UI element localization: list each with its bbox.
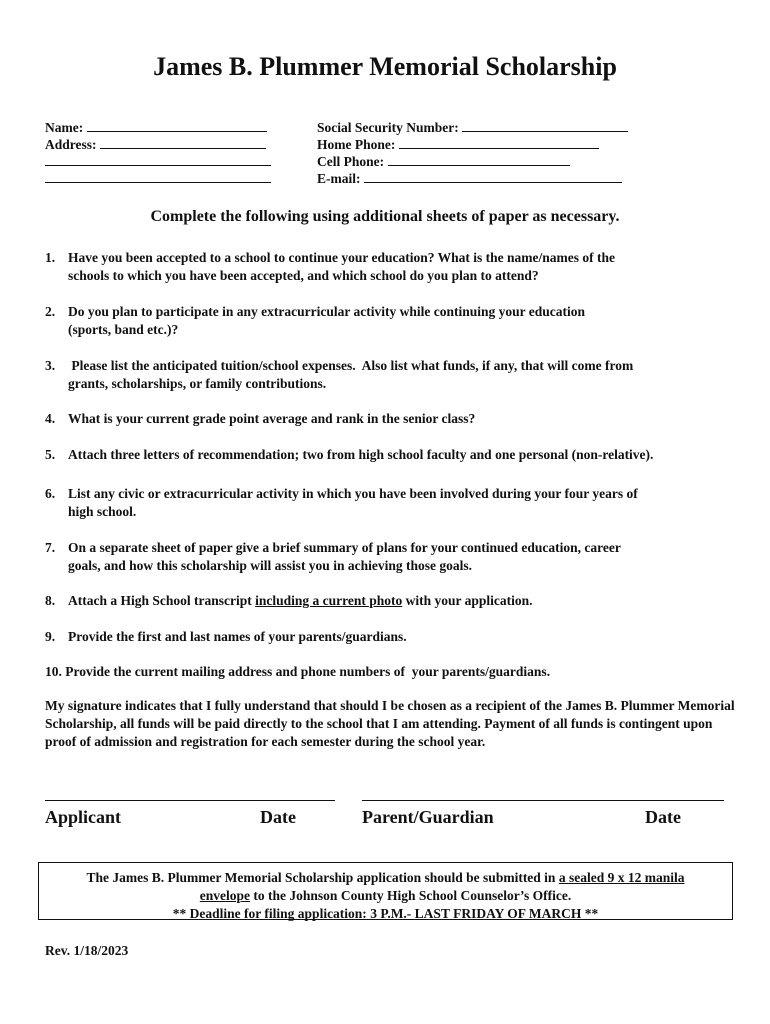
list-item	[45, 446, 735, 464]
name-line[interactable]	[87, 119, 267, 132]
item-number: 10.	[45, 664, 62, 679]
date-label: Date	[260, 807, 296, 827]
address-line-2[interactable]	[45, 153, 271, 166]
item-number: 5.	[45, 447, 56, 462]
address-line-3[interactable]	[45, 170, 271, 183]
item-text: Do you plan to participate in any extracurricular activity while continuing your education	[68, 304, 586, 319]
signature-statement: My signature indicates that I fully understand that should I be chosen as a recipient of the James B. Plummer Memorial Scholarship, all funds will be paid directly to the school that I am attending. Payment of all funds is contingent upon proof of admission and registration for each semester during the school year.	[45, 698, 735, 749]
revision-date: Rev. 1/18/2023	[45, 943, 129, 958]
notice-underlined: envelope	[199, 888, 251, 903]
deadline-text: **	[581, 906, 599, 921]
list-item	[45, 592, 735, 610]
item-text-cont: goals, and how this scholarship will assist you in achieving those goals.	[68, 558, 472, 573]
address-label: Address:	[45, 137, 97, 152]
list-item	[45, 303, 735, 339]
item-text-underlined: including a current photo	[255, 593, 403, 608]
ssn-label: Social Security Number:	[317, 120, 459, 135]
item-text-cont: (sports, band etc.)?	[68, 322, 179, 337]
list-item	[45, 663, 735, 681]
instructions: Complete the following using additional sheets of paper as necessary.	[150, 208, 620, 225]
item-text: On a separate sheet of paper give a brief summary of plans for your continued education, career	[68, 540, 621, 555]
item-text-cont: schools to which you have been accepted, and which school do you plan to attend?	[68, 268, 539, 283]
address-line-3-field[interactable]	[45, 170, 271, 187]
item-text: Provide the first and last names of your parents/guardians.	[68, 629, 407, 644]
page-title: James B. Plummer Memorial Scholarship	[153, 52, 617, 81]
address-field[interactable]	[45, 136, 266, 153]
date-label: Date	[645, 807, 681, 827]
parent-guardian-label: Parent/Guardian	[362, 807, 494, 827]
item-number: 4.	[45, 411, 56, 426]
address-line-2-field[interactable]	[45, 153, 271, 170]
list-item	[45, 539, 735, 575]
item-number: 6.	[45, 486, 56, 501]
home-phone-line[interactable]	[399, 136, 599, 149]
item-number: 2.	[45, 304, 56, 319]
email-field[interactable]	[317, 170, 622, 187]
item-number: 1.	[45, 250, 56, 265]
item-text-pre: Attach a High School transcript	[68, 593, 256, 608]
home-phone-field[interactable]	[317, 136, 599, 153]
email-line[interactable]	[364, 170, 622, 183]
ssn-field[interactable]	[317, 119, 628, 136]
cell-phone-field[interactable]	[317, 153, 570, 170]
list-item	[45, 410, 735, 428]
item-text-post: with your application.	[402, 593, 533, 608]
item-text: Attach three letters of recommendation; two from high school faculty and one personal (non-relative).	[68, 447, 654, 462]
item-text: Provide the current mailing address and phone numbers of your parents/guardians.	[65, 664, 551, 679]
item-text: What is your current grade point average and rank in the senior class?	[68, 411, 476, 426]
notice-underlined: a sealed 9 x 12 manila	[558, 870, 685, 885]
applicant-label: Applicant	[45, 807, 122, 827]
name-field[interactable]	[45, 119, 267, 136]
submission-notice-box	[38, 862, 733, 920]
ssn-line[interactable]	[462, 119, 628, 132]
list-item	[45, 249, 735, 285]
parent-signature-line[interactable]	[362, 800, 724, 801]
item-number: 9.	[45, 629, 56, 644]
email-label: E-mail:	[317, 171, 361, 186]
applicant-signature-line[interactable]	[45, 800, 335, 801]
item-text-cont: high school.	[68, 504, 137, 519]
notice-text: The James B. Plummer Memorial Scholarship application should be submitted in	[86, 870, 559, 885]
item-number: 3.	[45, 358, 56, 373]
item-text-cont: grants, scholarships, or family contributions.	[68, 376, 327, 391]
list-item	[45, 628, 735, 646]
item-number: 7.	[45, 540, 56, 555]
list-item	[45, 485, 735, 521]
deadline-underlined: 3 P.M.- LAST FRIDAY OF MARCH	[370, 906, 582, 921]
notice-text: to the Johnson County High School Counselor’s Office.	[250, 888, 572, 903]
list-item	[45, 357, 735, 393]
address-line[interactable]	[100, 136, 266, 149]
cell-phone-label: Cell Phone:	[317, 154, 385, 169]
home-phone-label: Home Phone:	[317, 137, 396, 152]
item-text: List any civic or extracurricular activity in which you have been involved during your four years of	[68, 486, 638, 501]
item-number: 8.	[45, 593, 56, 608]
cell-phone-line[interactable]	[388, 153, 570, 166]
deadline-text: ** Deadline for filing application:	[172, 906, 371, 921]
name-label: Name:	[45, 120, 84, 135]
item-text: Have you been accepted to a school to continue your education? What is the name/names of the	[68, 250, 615, 265]
item-text: Please list the anticipated tuition/school expenses. Also list what funds, if any, that will come from	[68, 358, 634, 373]
